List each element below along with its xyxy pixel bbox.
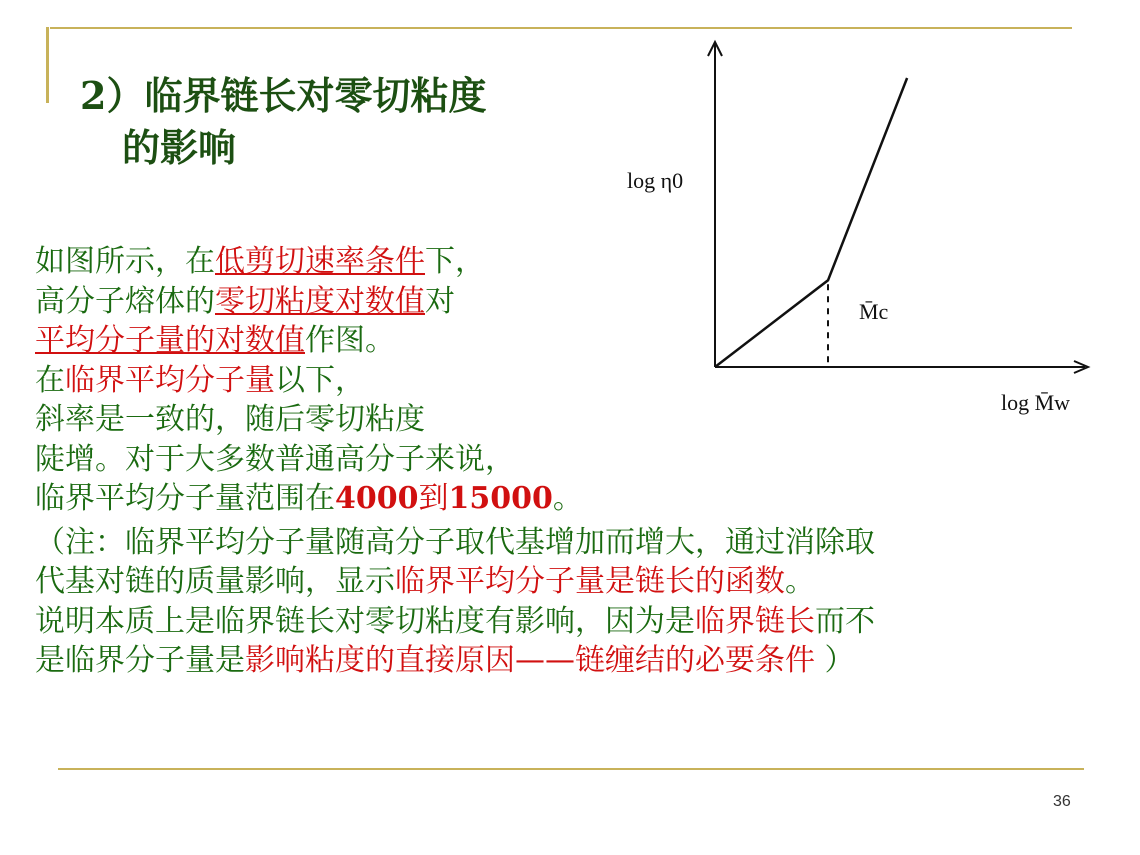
body-line-4 [35, 361, 1115, 401]
slide-body [35, 242, 1115, 681]
text-run: 说明本质上是临界链长对零切粘度有影响，因为是 [35, 603, 695, 639]
title-line-1: 2）临界链长对零切粘度 [80, 73, 487, 118]
critical-mc-label: M̄c [859, 299, 889, 324]
number-run: 15000 [448, 481, 553, 516]
body-line-5: 斜率是一致的，随后零切粘度 [35, 402, 425, 437]
text-run: 在 [35, 362, 65, 398]
text-run: 下， [425, 244, 485, 279]
note-line-1: （注：临界平均分子量随高分子取代基增加而增大，通过消除取 [35, 524, 875, 560]
highlight-run: 零切粘度对数值 [215, 283, 425, 319]
text-run: ） [815, 643, 855, 678]
highlight-run: 临界链长 [695, 603, 815, 639]
body-line-2 [35, 282, 1115, 322]
text-run: 作图。 [305, 323, 395, 358]
title-line-2: 的影响 [122, 125, 237, 170]
text-run: 临界平均分子量范围在 [35, 481, 335, 516]
highlight-run: 低剪切速率条件 [215, 244, 425, 279]
text-run: 如图所示，在 [35, 244, 215, 279]
slide-title [80, 70, 486, 174]
left-rule [46, 27, 49, 103]
highlight-run: 到 [418, 481, 449, 516]
note-line-3 [35, 602, 1115, 642]
x-axis-label: log M̄w [1001, 390, 1071, 415]
number-run: 4000 [335, 481, 419, 516]
text-run: 。 [552, 481, 583, 516]
page-number: 36 [1053, 793, 1071, 810]
text-run: 。 [785, 564, 815, 599]
text-run: 是临界分子量是 [35, 643, 245, 678]
highlight-run: 临界平均分子量 [65, 362, 275, 398]
text-run: 以下， [275, 362, 365, 398]
body-line-1 [35, 242, 1115, 282]
top-rule [50, 27, 1072, 29]
body-line-7 [35, 479, 1115, 519]
highlight-run: 影响粘度的直接原因——链缠结的必要条件 [245, 643, 815, 678]
note-line-4 [35, 641, 1115, 681]
highlight-run: 平均分子量的对数值 [35, 323, 305, 358]
body-line-6: 陡增。对于大多数普通高分子来说， [35, 441, 515, 477]
y-axis-label: log η0 [627, 168, 684, 193]
highlight-run: 临界平均分子量是链长的函数 [395, 564, 785, 599]
text-run: 高分子熔体的 [35, 283, 215, 319]
text-run: 代基对链的质量影响，显示 [35, 564, 395, 599]
text-run: 对 [425, 283, 455, 319]
text-run: 而不 [815, 603, 875, 639]
note-line-2 [35, 562, 1115, 602]
body-line-3 [35, 321, 1115, 361]
bottom-rule [58, 768, 1084, 770]
